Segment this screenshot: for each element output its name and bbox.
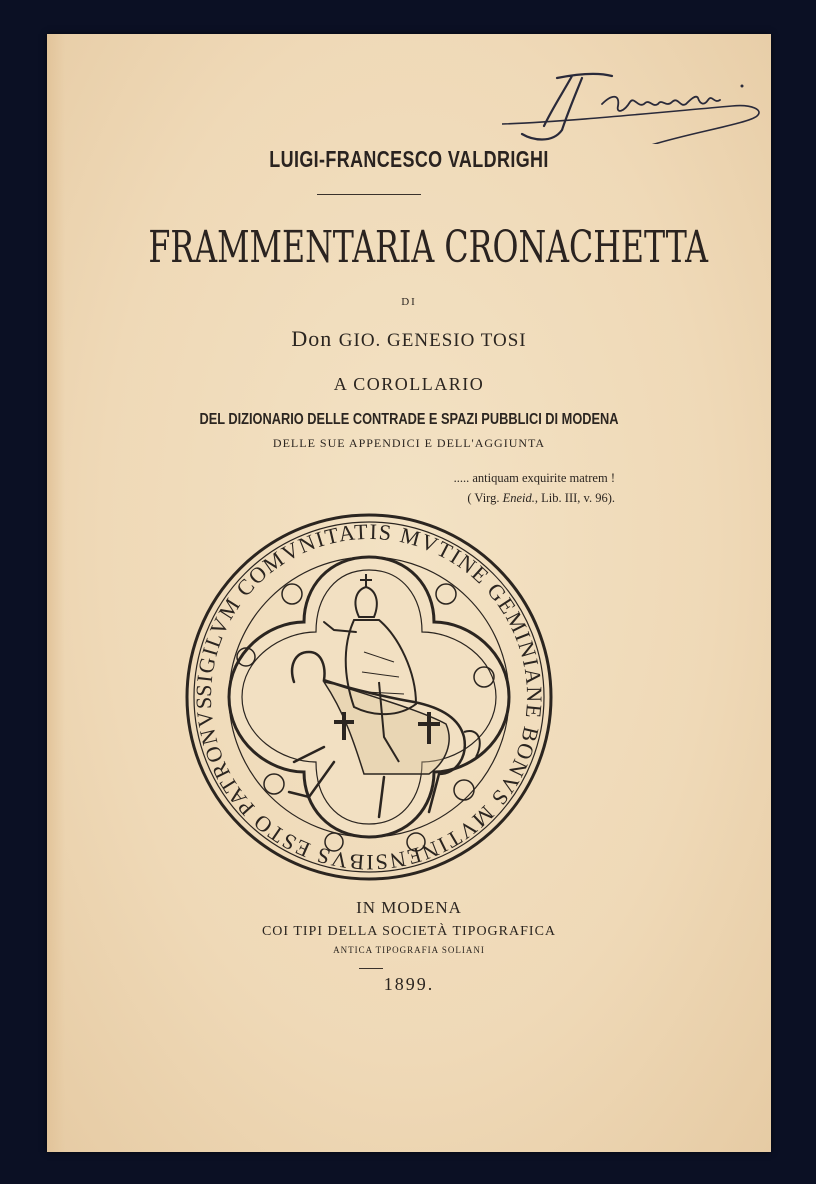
byline-name: GIO. GENESIO TOSI [338, 330, 527, 351]
publication-year: 1899. [383, 974, 435, 994]
imprint-printer: COI TIPI DELLA SOCIETÀ TIPOGRAFICA [261, 924, 557, 939]
book-title: FRAMMENTARIA CRONACHETTA [148, 222, 709, 273]
seal-inscription: SIGILVM COMVNITATIS MVTINE GEMINIANE BONVS MVTINENSIBVS ESTO PATRONVS [190, 518, 548, 876]
epigraph-line-2: ( Virg. Eneid., Lib. III, v. 96). [467, 491, 615, 505]
author-name: LUIGI-FRANCESCO VALDRIGHI [269, 146, 549, 172]
subtitle-corollario: A COROLLARIO [333, 374, 485, 394]
subtitle-appendici: DELLE SUE APPENDICI E DELL'AGGIUNTA [272, 436, 546, 450]
divider-rule [317, 194, 421, 195]
title-connector: DI [401, 296, 417, 308]
subtitle-dizionario: DEL DIZIONARIO DELLE CONTRADE E SPAZI PUBBLICI DI MODENA [199, 411, 619, 428]
byline [47, 326, 771, 352]
seal-illustration [184, 512, 554, 882]
book-cover [47, 34, 771, 1152]
byline-title: Don [291, 326, 333, 351]
imprint-rule [359, 968, 383, 969]
imprint-city: IN MODENA [356, 898, 462, 917]
imprint-sub: ANTICA TIPOGRAFIA SOLIANI [333, 945, 485, 955]
handwritten-signature [502, 64, 767, 144]
epigraph-line-1: ..... antiquam exquirite matrem ! [453, 471, 615, 485]
epigraph [375, 468, 615, 508]
